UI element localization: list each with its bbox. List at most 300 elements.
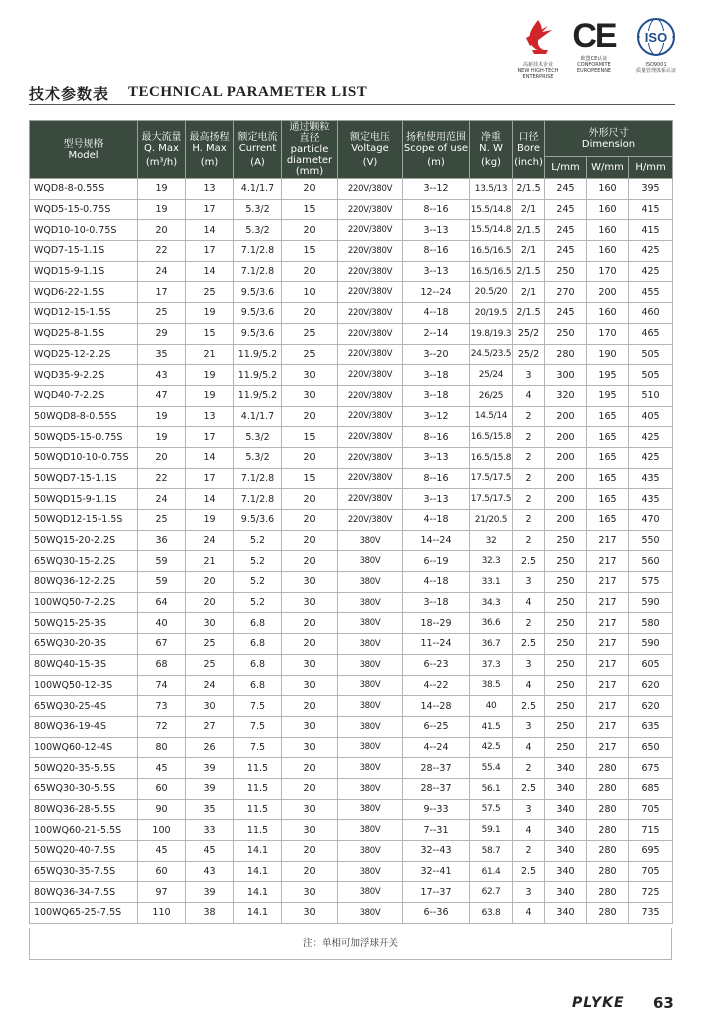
cell-flow: 36: [138, 530, 186, 551]
cell-model: WQD8-8-0.55S: [30, 179, 138, 200]
cell-voltage: 380V: [338, 634, 403, 655]
cell-current: 5.3/2: [234, 427, 282, 448]
cell-particle: 20: [282, 530, 338, 551]
cell-flow: 24: [138, 261, 186, 282]
cell-particle: 20: [282, 406, 338, 427]
cell-dim-h: 550: [629, 530, 673, 551]
cell-scope: 17--37: [403, 882, 470, 903]
cell-head: 14: [186, 220, 234, 241]
cell-dim-w: 160: [587, 179, 629, 200]
cell-scope: 3--20: [403, 344, 470, 365]
cell-dim-h: 455: [629, 282, 673, 303]
cell-voltage: 220V/380V: [338, 303, 403, 324]
header-line: Model: [68, 149, 99, 161]
cell-flow: 97: [138, 882, 186, 903]
header-line: (mm): [295, 166, 324, 177]
cell-current: 11.5: [234, 799, 282, 820]
cell-flow: 59: [138, 551, 186, 572]
cell-head: 17: [186, 427, 234, 448]
cell-weight: 17.5/17.5: [470, 489, 513, 510]
header-line: (A): [250, 156, 265, 168]
cell-bore: 25/2: [513, 344, 545, 365]
cell-head: 20: [186, 592, 234, 613]
header-line: 额定电流: [237, 131, 278, 143]
cell-voltage: 380V: [338, 799, 403, 820]
cell-dim-h: 405: [629, 406, 673, 427]
header-dimension: [545, 121, 673, 157]
table-row: [30, 572, 673, 593]
cell-dim-l: 270: [545, 282, 587, 303]
cell-bore: 2/1: [513, 282, 545, 303]
cell-head: 14: [186, 261, 234, 282]
cell-current: 11.5: [234, 778, 282, 799]
cell-voltage: 220V/380V: [338, 365, 403, 386]
header-voltage: [338, 121, 403, 179]
cert-caption-line: 质量管理体系认证: [635, 68, 676, 74]
cell-current: 7.5: [234, 716, 282, 737]
table-row: [30, 861, 673, 882]
brand-logo: PLYKE: [572, 995, 625, 1011]
cell-weight: 16.5/15.8: [470, 427, 513, 448]
header-line: H. Max: [192, 142, 227, 154]
cell-scope: 8--16: [403, 468, 470, 489]
cell-dim-w: 217: [587, 696, 629, 717]
cell-bore: 4: [513, 675, 545, 696]
header-line: (inch): [514, 156, 543, 168]
cell-dim-h: 505: [629, 344, 673, 365]
cell-flow: 35: [138, 344, 186, 365]
cell-scope: 8--16: [403, 427, 470, 448]
cell-model: 50WQD15-9-1.1S: [30, 489, 138, 510]
cell-head: 25: [186, 634, 234, 655]
table-row: [30, 592, 673, 613]
cell-flow: 20: [138, 220, 186, 241]
page-title: [29, 82, 675, 104]
cell-scope: 3--12: [403, 179, 470, 200]
cell-dim-w: 280: [587, 861, 629, 882]
cell-dim-l: 280: [545, 344, 587, 365]
cell-bore: 2.5: [513, 551, 545, 572]
cell-model: WQD6-22-1.5S: [30, 282, 138, 303]
cell-current: 14.1: [234, 861, 282, 882]
cell-scope: 18--29: [403, 613, 470, 634]
cell-bore: 3: [513, 716, 545, 737]
cell-dim-w: 200: [587, 282, 629, 303]
iso-globe-icon: [635, 16, 677, 58]
cell-model: 100WQ60-12-4S: [30, 737, 138, 758]
cell-dim-w: 280: [587, 882, 629, 903]
header-scope: [403, 121, 470, 179]
table-row: [30, 510, 673, 531]
header-line: (m): [200, 156, 219, 168]
cell-current: 11.9/5.2: [234, 385, 282, 406]
cell-flow: 73: [138, 696, 186, 717]
cell-dim-w: 217: [587, 737, 629, 758]
table-row: [30, 530, 673, 551]
header-line: Q. Max: [144, 142, 179, 154]
cell-model: 80WQ36-34-7.5S: [30, 882, 138, 903]
cell-current: 11.9/5.2: [234, 365, 282, 386]
cell-flow: 25: [138, 510, 186, 531]
cell-dim-l: 200: [545, 427, 587, 448]
cell-model: WQD7-15-1.1S: [30, 241, 138, 262]
cell-bore: 2: [513, 468, 545, 489]
cell-bore: 2.5: [513, 696, 545, 717]
cell-particle: 20: [282, 220, 338, 241]
cell-model: 50WQD12-15-1.5S: [30, 510, 138, 531]
cell-flow: 25: [138, 303, 186, 324]
cell-particle: 30: [282, 799, 338, 820]
cell-model: WQD10-10-0.75S: [30, 220, 138, 241]
cell-voltage: 220V/380V: [338, 489, 403, 510]
cell-voltage: 380V: [338, 654, 403, 675]
high-tech-enterprise-icon: [518, 16, 558, 58]
cell-weight: 42.5: [470, 737, 513, 758]
cell-bore: 2: [513, 510, 545, 531]
cell-scope: 11--24: [403, 634, 470, 655]
cell-weight: 57.5: [470, 799, 513, 820]
cell-particle: 20: [282, 634, 338, 655]
cell-head: 24: [186, 675, 234, 696]
cell-weight: 26/25: [470, 385, 513, 406]
cell-voltage: 380V: [338, 737, 403, 758]
cell-voltage: 220V/380V: [338, 199, 403, 220]
cell-head: 45: [186, 841, 234, 862]
cell-voltage: 220V/380V: [338, 385, 403, 406]
cell-dim-h: 560: [629, 551, 673, 572]
cell-current: 5.2: [234, 572, 282, 593]
cell-particle: 20: [282, 613, 338, 634]
cell-head: 15: [186, 323, 234, 344]
header-line: Current: [238, 142, 277, 154]
cell-scope: 3--13: [403, 489, 470, 510]
cell-dim-l: 200: [545, 406, 587, 427]
cell-dim-h: 505: [629, 365, 673, 386]
cell-dim-w: 195: [587, 365, 629, 386]
cell-dim-h: 580: [629, 613, 673, 634]
cell-weight: 36.6: [470, 613, 513, 634]
cell-flow: 80: [138, 737, 186, 758]
cell-model: 80WQ36-12-2.2S: [30, 572, 138, 593]
cell-dim-w: 217: [587, 551, 629, 572]
cell-bore: 3: [513, 365, 545, 386]
cell-dim-w: 195: [587, 385, 629, 406]
cell-model: WQD12-15-1.5S: [30, 303, 138, 324]
cell-head: 39: [186, 758, 234, 779]
cell-dim-w: 165: [587, 406, 629, 427]
cell-weight: 59.1: [470, 820, 513, 841]
cell-flow: 47: [138, 385, 186, 406]
cell-head: 39: [186, 778, 234, 799]
cell-bore: 4: [513, 385, 545, 406]
cell-particle: 25: [282, 344, 338, 365]
header-line: 最高扬程: [189, 131, 230, 143]
cell-head: 30: [186, 613, 234, 634]
header-current: [234, 121, 282, 179]
title-divider: [29, 104, 675, 105]
cell-dim-l: 250: [545, 613, 587, 634]
cell-model: 65WQ30-25-4S: [30, 696, 138, 717]
header-line: 外形尺寸: [588, 127, 629, 139]
header-line: (V): [362, 156, 378, 168]
cell-bore: 2: [513, 841, 545, 862]
cell-voltage: 220V/380V: [338, 282, 403, 303]
cell-current: 5.3/2: [234, 220, 282, 241]
cell-weight: 21/20.5: [470, 510, 513, 531]
cell-particle: 30: [282, 716, 338, 737]
cell-weight: 34.3: [470, 592, 513, 613]
table-row: [30, 303, 673, 324]
cell-flow: 22: [138, 241, 186, 262]
header-line: 额定电压: [350, 131, 390, 143]
cell-bore: 2: [513, 489, 545, 510]
cell-dim-w: 160: [587, 220, 629, 241]
cell-dim-l: 300: [545, 365, 587, 386]
cell-bore: 2/1: [513, 199, 545, 220]
header-dim-l: L/mm: [545, 157, 587, 179]
cell-voltage: 220V/380V: [338, 323, 403, 344]
cell-voltage: 380V: [338, 551, 403, 572]
cell-dim-l: 245: [545, 220, 587, 241]
cell-bore: 2.5: [513, 861, 545, 882]
cell-head: 33: [186, 820, 234, 841]
cell-dim-l: 245: [545, 241, 587, 262]
cell-voltage: 380V: [338, 882, 403, 903]
cell-head: 25: [186, 654, 234, 675]
cell-scope: 8--16: [403, 241, 470, 262]
header-line: 型号规格: [63, 138, 104, 150]
cell-particle: 30: [282, 882, 338, 903]
cell-scope: 6--19: [403, 551, 470, 572]
cell-dim-l: 200: [545, 510, 587, 531]
cell-voltage: 380V: [338, 675, 403, 696]
cell-dim-w: 165: [587, 510, 629, 531]
table-row: [30, 675, 673, 696]
cert-caption-line: CONFORMITE: [577, 62, 611, 68]
cell-scope: 4--18: [403, 303, 470, 324]
cell-current: 5.2: [234, 551, 282, 572]
cell-bore: 2/1: [513, 241, 545, 262]
cell-bore: 4: [513, 592, 545, 613]
cell-dim-h: 695: [629, 841, 673, 862]
table-row: [30, 634, 673, 655]
table-row: [30, 447, 673, 468]
cell-scope: 12--24: [403, 282, 470, 303]
cell-dim-h: 510: [629, 385, 673, 406]
cell-dim-w: 280: [587, 820, 629, 841]
cell-bore: 3: [513, 882, 545, 903]
cell-flow: 19: [138, 179, 186, 200]
cell-dim-l: 340: [545, 882, 587, 903]
cell-weight: 40: [470, 696, 513, 717]
cell-model: 80WQ40-15-3S: [30, 654, 138, 675]
cell-scope: 4--18: [403, 510, 470, 531]
cell-flow: 90: [138, 799, 186, 820]
cell-voltage: 380V: [338, 716, 403, 737]
cell-flow: 74: [138, 675, 186, 696]
cell-model: 65WQ30-35-7.5S: [30, 861, 138, 882]
cell-weight: 25/24: [470, 365, 513, 386]
high-tech-enterprise-badge: [514, 16, 562, 80]
cell-weight: 62.7: [470, 882, 513, 903]
cell-dim-w: 170: [587, 261, 629, 282]
table-row: [30, 344, 673, 365]
cell-head: 13: [186, 179, 234, 200]
cell-head: 17: [186, 241, 234, 262]
cell-bore: 2/1.5: [513, 261, 545, 282]
cell-dim-h: 415: [629, 220, 673, 241]
cell-dim-h: 575: [629, 572, 673, 593]
cell-scope: 14--24: [403, 530, 470, 551]
cell-dim-w: 165: [587, 447, 629, 468]
cell-scope: 3--12: [403, 406, 470, 427]
table-row: [30, 427, 673, 448]
cell-weight: 61.4: [470, 861, 513, 882]
cell-current: 14.1: [234, 903, 282, 924]
cell-dim-h: 425: [629, 241, 673, 262]
cell-current: 6.8: [234, 613, 282, 634]
cell-weight: 16.5/15.8: [470, 447, 513, 468]
cell-scope: 3--13: [403, 220, 470, 241]
cell-flow: 59: [138, 572, 186, 593]
iso-badge: [628, 16, 684, 74]
cell-current: 7.1/2.8: [234, 468, 282, 489]
cell-model: 50WQD10-10-0.75S: [30, 447, 138, 468]
cell-particle: 15: [282, 427, 338, 448]
cell-weight: 24.5/23.5: [470, 344, 513, 365]
table-row: [30, 613, 673, 634]
cell-particle: 20: [282, 758, 338, 779]
cell-dim-l: 245: [545, 199, 587, 220]
cell-voltage: 380V: [338, 530, 403, 551]
cell-dim-l: 320: [545, 385, 587, 406]
cell-dim-h: 425: [629, 427, 673, 448]
cell-weight: 19.8/19.3: [470, 323, 513, 344]
cell-particle: 20: [282, 696, 338, 717]
header-weight: [470, 121, 513, 179]
cell-model: 100WQ65-25-7.5S: [30, 903, 138, 924]
table-row: [30, 737, 673, 758]
cell-head: 21: [186, 344, 234, 365]
cell-bore: 25/2: [513, 323, 545, 344]
cell-flow: 19: [138, 199, 186, 220]
cell-head: 35: [186, 799, 234, 820]
cell-dim-h: 650: [629, 737, 673, 758]
cell-dim-l: 340: [545, 861, 587, 882]
cell-dim-h: 620: [629, 696, 673, 717]
technical-parameter-table: [29, 120, 673, 924]
cell-model: WQD15-9-1.1S: [30, 261, 138, 282]
cell-weight: 37.3: [470, 654, 513, 675]
cell-current: 5.2: [234, 530, 282, 551]
cell-dim-l: 250: [545, 654, 587, 675]
cell-head: 21: [186, 551, 234, 572]
cell-dim-w: 280: [587, 799, 629, 820]
cell-head: 19: [186, 510, 234, 531]
cell-model: WQD5-15-0.75S: [30, 199, 138, 220]
header-line: Dimension: [581, 138, 636, 150]
cell-weight: 36.7: [470, 634, 513, 655]
cell-dim-w: 160: [587, 199, 629, 220]
cell-flow: 60: [138, 861, 186, 882]
cell-dim-l: 250: [545, 737, 587, 758]
cell-particle: 20: [282, 551, 338, 572]
cell-voltage: 380V: [338, 696, 403, 717]
cell-model: 50WQ20-35-5.5S: [30, 758, 138, 779]
cell-weight: 15.5/14.8: [470, 199, 513, 220]
cell-head: 27: [186, 716, 234, 737]
cell-voltage: 220V/380V: [338, 179, 403, 200]
cell-flow: 100: [138, 820, 186, 841]
cell-dim-h: 715: [629, 820, 673, 841]
cell-current: 9.5/3.6: [234, 282, 282, 303]
cell-weight: 32: [470, 530, 513, 551]
cell-weight: 15.5/14.8: [470, 220, 513, 241]
table-row: [30, 261, 673, 282]
cell-head: 43: [186, 861, 234, 882]
table-row: [30, 841, 673, 862]
cell-scope: 3--18: [403, 592, 470, 613]
cell-voltage: 220V/380V: [338, 406, 403, 427]
cell-voltage: 220V/380V: [338, 427, 403, 448]
header-dim-w: W/mm: [587, 157, 629, 179]
cell-particle: 30: [282, 592, 338, 613]
cell-flow: 17: [138, 282, 186, 303]
cell-head: 17: [186, 199, 234, 220]
cell-dim-w: 280: [587, 903, 629, 924]
table-row: [30, 820, 673, 841]
header-line: (m): [427, 156, 445, 168]
cell-bore: 3: [513, 799, 545, 820]
cell-bore: 2/1.5: [513, 303, 545, 324]
header-dim-h: H/mm: [629, 157, 673, 179]
cell-bore: 2: [513, 758, 545, 779]
cell-weight: 16.5/16.5: [470, 261, 513, 282]
cert-caption-line: 欧盟CE认证: [580, 56, 608, 62]
cell-dim-h: 675: [629, 758, 673, 779]
ce-badge: [570, 16, 618, 74]
cell-dim-h: 425: [629, 261, 673, 282]
cell-dim-h: 465: [629, 323, 673, 344]
cell-weight: 56.1: [470, 778, 513, 799]
header-line: 直径: [299, 133, 320, 144]
cell-weight: 55.4: [470, 758, 513, 779]
cell-current: 4.1/1.7: [234, 179, 282, 200]
cell-bore: 2.5: [513, 634, 545, 655]
table-row: [30, 220, 673, 241]
cell-dim-w: 165: [587, 468, 629, 489]
cell-head: 17: [186, 468, 234, 489]
cell-dim-w: 217: [587, 634, 629, 655]
cell-weight: 58.7: [470, 841, 513, 862]
cell-voltage: 380V: [338, 841, 403, 862]
cell-bore: 4: [513, 903, 545, 924]
header-head: [186, 121, 234, 179]
cell-voltage: 220V/380V: [338, 261, 403, 282]
cell-dim-w: 165: [587, 427, 629, 448]
table-row: [30, 385, 673, 406]
cell-dim-l: 340: [545, 799, 587, 820]
cell-dim-h: 705: [629, 861, 673, 882]
table-row: [30, 758, 673, 779]
table-row: [30, 179, 673, 200]
cell-scope: 3--18: [403, 365, 470, 386]
cell-weight: 63.8: [470, 903, 513, 924]
header-line: particle: [290, 144, 329, 155]
cell-dim-w: 280: [587, 758, 629, 779]
cell-dim-w: 217: [587, 675, 629, 696]
cell-particle: 15: [282, 241, 338, 262]
